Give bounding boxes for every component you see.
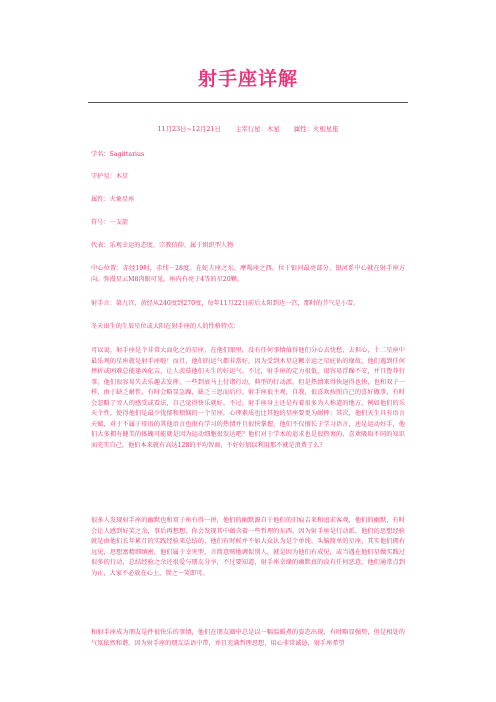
title-divider bbox=[88, 102, 408, 103]
paragraph-represents: 代表：乐观幸运的态度、宗教信仰、属于組织型人物 bbox=[91, 242, 234, 249]
ruling-planet: 主宰行星：木星 bbox=[234, 125, 280, 133]
paragraph-personality: 可以说，射手座是个非常大而化之的星座，在他们眼里，没有任何事情值得他们分心去忧愁，去担心，十二星座中最乐观的星座就是射手座啦！而且，他们的运气都非常好，因为受到木星这颗幸运之星庇佑的缘故，他们遇到任何挫折或困难总能逢凶化吉，让人羡慕他们天生的好运气。不过，射手座的定力很低，很容易浮躁不安，并且鲁莽行事，他们很容易失去乐趣去发挥，一些到底马上付诸行动，典型的行动派。但是热情来得快退得也快，也和双子一样，由于缺乏耐性，有时会略显急躁，缺乏三思而后行。射手座很主观，自我，很喜欢按照自己的喜好做事，有时会忽略了旁人的感受或看法，自己觉得快乐就好。不过，射手座身上还是有着很多为人称道的地方，例如他们的乐天个性，使得他们是最少忧郁和烦恼的一个星座，心理素质也比其他的星座要更为耐摔；其次，他们天生具有语言天赋，对于不属于母语的其他语言也很有学习的热情并且很快掌握，他们不仅擅长于学习语言，还是运动好手，他们大多拥有健美的体魄可能就是因为运动细胞很发达吧？他们对于学术的追求也是很热衷的，喜欢吸取不同的知识而充实自己，他们本来就有高达128的平均智商，不好好加以利用那不就是浪费了么？ bbox=[91, 347, 405, 449]
paragraph-location: 中心位置：赤经19时，赤纬－28度。在蛇夫座之东，摩羯座之西。位于银河最亮部分，银河系中心就在射手座方向。弥漫星云M8肉眼可见。座内有亮于4等的星20颗。 bbox=[91, 265, 405, 283]
subtitle-line bbox=[88, 124, 408, 133]
paragraph-guardian-star: 守护星：木星 bbox=[91, 173, 129, 180]
page-title: 射手座详解 bbox=[197, 68, 298, 90]
paragraph-symbol: 符号：一支箭 bbox=[91, 219, 129, 226]
paragraph-traits-heading: 冬天出生的生辰星位或太阳在射手座的人的性格特点： bbox=[91, 323, 240, 330]
paragraph-latin-name: 学名：Sagittarius bbox=[91, 151, 145, 158]
paragraph-friendship: 和射手座成为朋友是件很快乐的事情，他们在朋友圈中总是以一幅温暖煮的姿态出现，有时略显强势，但是相处的气氛依然和谐，因为射手座的朋友话语中带，并且充满哲理思想，用心非常诚恳，射手座希望 bbox=[91, 629, 405, 647]
date-range: 11月23日~12月21日 bbox=[157, 125, 221, 133]
paragraph-house: 射手言：第九宫，黄经从240度到270度，每年11月22日前后太阳到达一宫，那时的节气是小雪。 bbox=[91, 300, 360, 307]
paragraph-attribute: 属性：火象星座 bbox=[91, 196, 135, 203]
element-attribute: 属性：火相星座 bbox=[293, 125, 339, 133]
paragraph-humor: 很多人发现射手座的幽默也和双子座有得一拼，他们的幽默源自于他们的旧痕吉来和追求客观，他们的幽默，有时会让人感到好笑之余，事后再想想，你会发现其中蕴含着一些哲理的东西，因为射手座是行动派，他们的思想经验就是由他们长年累月的实践经验来总结的，他们有时候并不如大众认为是个单纯、头脑简单的星座，其实他们拥有远见，思想富精细缜密，他们属于幸灾型，言简意赅地调侃别人，就是因为他们有成见，或当遇在他们星做实践过很多的行动，总结经验之余还很爱与朋友分享，不过要知道，射手座幸缘的幽默真的没有任何恶意，他们通常点到为止，大家不必放在心上，置之一笑即可。 bbox=[91, 517, 405, 577]
